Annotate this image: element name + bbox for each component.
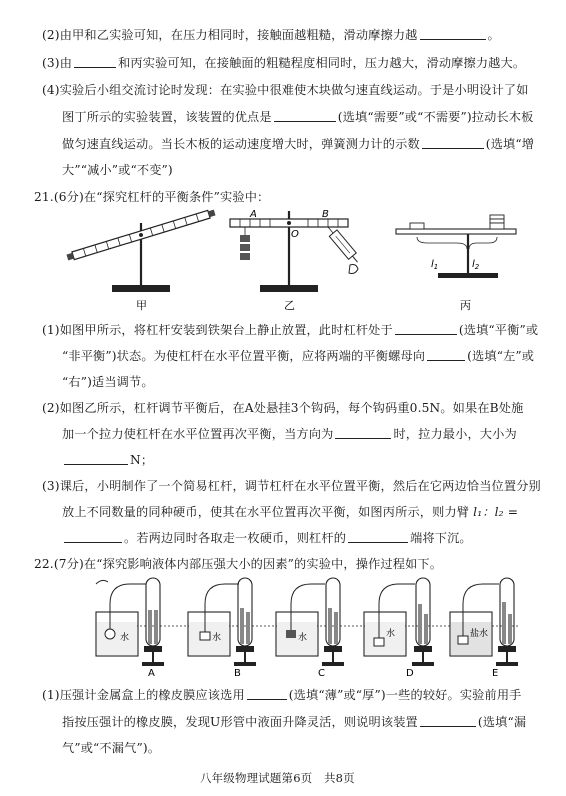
q21-2-line3: N； <box>62 453 153 468</box>
fig-label-yi: 乙 <box>284 299 295 312</box>
water-label-a: 水 <box>120 633 130 643</box>
point-o-label: O <box>291 229 299 240</box>
apparatus-d <box>364 578 434 666</box>
answer-blank[interactable] <box>420 715 476 727</box>
fig22-label-c: C <box>318 668 325 678</box>
apparatus-c <box>276 578 344 666</box>
q21-1-line2: “非平衡”)状态。为使杠杆在水平位置平衡，应将两端的平衡螺母向 (选填“左”或 <box>62 349 535 363</box>
q20-4-line2: 图丁所示的实验装置，该装置的优点是 (选填“需要”或“不需要”)拉动长木板 <box>62 110 534 124</box>
page-footer: 八年级物理试题第6页 共8页 <box>200 771 355 785</box>
q22-1-line2: 指按压强计的橡皮膜，发现U形管中液面升降灵活，则说明该装置 (选填“漏 <box>62 715 527 729</box>
point-a-label: A <box>250 209 257 220</box>
apparatus-e <box>450 578 518 666</box>
water-label-b: 水 <box>212 633 222 643</box>
answer-blank[interactable] <box>64 531 122 543</box>
q21-3-line1: (3)课后，小明制作了一个简易杠杆，调节杠杆在水平位置平衡，然后在它两边恰当位置分别 <box>42 479 541 493</box>
q21-1-line1: (1)如图甲所示，将杠杆安装到铁架台上静止放置，此时杠杆处于 (选填“平衡”或 <box>42 323 539 337</box>
water-label-c: 水 <box>298 633 308 643</box>
lever-stand-yi <box>230 211 361 292</box>
arm-l2-label: $l_2$ <box>472 259 480 271</box>
answer-blank[interactable] <box>427 349 465 361</box>
q22-1-line3: 气”或“不漏气”)。 <box>62 741 161 755</box>
q21-3-line2: 放上不同数量的同种硬币，使其在水平位置再次平衡，如图丙所示，则力臂 l₁：l₂ = <box>62 505 519 519</box>
fig22-label-e: E <box>492 668 499 678</box>
answer-blank[interactable] <box>74 56 116 68</box>
q20-4-line3: 做匀速直线运动。当长木板的运动速度增大时，弹簧测力计的示数 (选填“增 <box>62 137 535 151</box>
pressure-figure <box>90 574 530 678</box>
lever-stand-jia <box>66 209 216 292</box>
answer-blank[interactable] <box>247 688 287 700</box>
answer-blank[interactable] <box>395 323 457 335</box>
lever-stand-bing <box>396 215 516 278</box>
answer-blank[interactable] <box>335 427 391 439</box>
q20-3-line: (3)由 和丙实验可知，在接触面的粗糙程度相同时，压力越大，滑动摩擦力越大。 <box>42 56 526 70</box>
apparatus-a <box>96 578 164 666</box>
salt-water-label: 盐水 <box>470 629 489 639</box>
fig-label-bing: 丙 <box>460 299 471 312</box>
answer-blank[interactable] <box>422 137 484 149</box>
fig-label-jia: 甲 <box>136 299 147 312</box>
fig22-label-a: A <box>148 668 155 678</box>
q22-heading: 22.(7分)在“探究影响液体内部压强大小的因素”的实验中，操作过程如下。 <box>34 557 443 571</box>
q21-2-line2: 加一个拉力使杠杆在水平位置再次平衡，当方向为 时，拉力最小，大小为 <box>62 427 517 441</box>
point-b-label: B <box>322 209 329 220</box>
q21-1-line3: “右”)适当调节。 <box>62 375 154 389</box>
lever-figure <box>60 205 520 317</box>
answer-blank[interactable] <box>274 110 336 122</box>
q20-4-line4: 大”“减小”或“不变”) <box>62 163 173 177</box>
answer-blank[interactable] <box>348 531 408 543</box>
water-label-d: 水 <box>386 629 396 639</box>
arm-l1-label: $l_1$ <box>431 259 439 271</box>
answer-blank[interactable] <box>64 453 128 465</box>
q20-4-line1: (4)实验后小组交流讨论时发现：在实验中很难使木块做匀速直线运动。于是小明设计了如 <box>42 83 529 97</box>
apparatus-b <box>188 578 256 666</box>
fig22-label-b: B <box>234 668 241 678</box>
q21-2-line1: (2)如图乙所示，杠杆调节平衡后，在A处悬挂3个钩码，每个钩码重0.5N。如果在B处施 <box>42 401 524 415</box>
q20-2-line: (2)由甲和乙实验可知，在压力相同时，接触面越粗糙，滑动摩擦力越 。 <box>42 28 500 42</box>
fig22-label-d: D <box>406 668 414 678</box>
q21-3-line3: 。若两边同时各取走一枚硬币，则杠杆的 端将下沉。 <box>62 531 472 546</box>
q22-1-line1: (1)压强计金属盒上的橡皮膜应该选用 (选填“薄”或“厚”)一些的较好。实验前用手 <box>42 688 522 702</box>
answer-blank[interactable] <box>420 28 486 40</box>
q21-heading: 21.(6分)在“探究杠杆的平衡条件”实验中： <box>34 190 270 204</box>
